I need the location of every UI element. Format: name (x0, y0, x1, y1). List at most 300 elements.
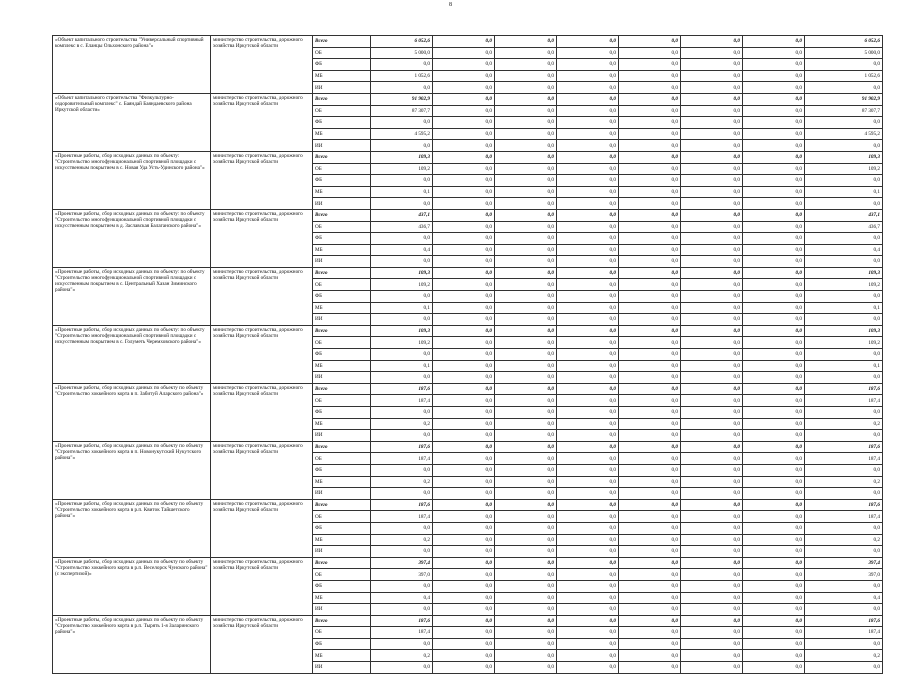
total-amount-cell: 0,0 (805, 349, 883, 361)
executor-cell: министерство строительства, дорожного хозяйства Иркутской области (211, 209, 313, 267)
amount-cell: 0,0 (433, 372, 495, 384)
amount-cell: 0,0 (495, 291, 557, 303)
amount-cell: 0,0 (619, 105, 681, 117)
amount-cell: 0,0 (557, 592, 619, 604)
total-amount-cell: 0,0 (805, 430, 883, 442)
amount-cell: 0,0 (619, 233, 681, 245)
amount-cell: 0,0 (743, 418, 805, 430)
total-amount-cell: 0,0 (805, 256, 883, 268)
amount-cell: 0,0 (743, 198, 805, 210)
funding-source-cell: Всего (313, 557, 371, 569)
total-amount-cell: 0,4 (805, 592, 883, 604)
funding-source-cell: МБ (313, 244, 371, 256)
amount-cell: 0,0 (495, 314, 557, 326)
total-amount-cell: 0,0 (805, 522, 883, 534)
amount-cell: 0,0 (743, 592, 805, 604)
funding-source-cell: МБ (313, 418, 371, 430)
amount-cell: 0,0 (495, 59, 557, 71)
amount-cell: 0,0 (681, 302, 743, 314)
amount-cell: 0,0 (371, 522, 433, 534)
funding-source-cell: Всего (313, 209, 371, 221)
amount-cell: 0,0 (681, 175, 743, 187)
amount-cell: 0,0 (557, 383, 619, 395)
amount-cell: 0,0 (433, 151, 495, 163)
funding-source-cell: ОБ (313, 163, 371, 175)
amount-cell: 0,0 (495, 36, 557, 48)
total-amount-cell: 0,0 (805, 59, 883, 71)
amount-cell: 0,0 (433, 453, 495, 465)
amount-cell: 0,0 (681, 499, 743, 511)
amount-cell: 0,0 (433, 360, 495, 372)
amount-cell: 0,0 (743, 372, 805, 384)
funding-source-cell: ФБ (313, 233, 371, 245)
amount-cell: 0,0 (495, 233, 557, 245)
funding-source-cell: Всего (313, 151, 371, 163)
amount-cell: 0,0 (681, 279, 743, 291)
amount-cell: 0,4 (371, 592, 433, 604)
amount-cell: 0,0 (557, 198, 619, 210)
amount-cell: 0,0 (619, 128, 681, 140)
funding-source-cell: ОБ (313, 105, 371, 117)
amount-cell: 0,0 (557, 47, 619, 59)
amount-cell: 0,0 (557, 499, 619, 511)
total-amount-cell: 187,4 (805, 627, 883, 639)
amount-cell: 0,0 (433, 627, 495, 639)
amount-cell: 0,0 (743, 140, 805, 152)
amount-cell: 0,0 (371, 175, 433, 187)
amount-cell: 0,0 (743, 314, 805, 326)
amount-cell: 109,2 (371, 163, 433, 175)
object-name-cell: «Проектные работы, сбор исходных данных по объекту по объекту "Строительство хоккейного корта в р.п. Тырять 1-я Заларинского района"» (53, 615, 211, 673)
amount-cell: 0,0 (743, 244, 805, 256)
amount-cell: 0,0 (619, 580, 681, 592)
amount-cell: 0,0 (743, 59, 805, 71)
amount-cell: 0,0 (433, 325, 495, 337)
total-amount-cell: 109,3 (805, 267, 883, 279)
amount-cell: 0,0 (743, 349, 805, 361)
amount-cell: 0,0 (433, 488, 495, 500)
total-amount-cell: 0,0 (805, 117, 883, 129)
table-row (53, 93, 883, 105)
amount-cell: 0,0 (743, 522, 805, 534)
amount-cell: 0,0 (681, 383, 743, 395)
amount-cell: 0,0 (619, 441, 681, 453)
amount-cell: 0,0 (557, 546, 619, 558)
amount-cell: 0,0 (371, 488, 433, 500)
amount-cell: 0,0 (557, 279, 619, 291)
amount-cell: 0,0 (557, 36, 619, 48)
amount-cell: 0,0 (495, 627, 557, 639)
object-name-cell: «Проектные работы, сбор исходных данных по объекту по объекту "Строительство хоккейного корта в р.п. Квиток Тайшетского района"» (53, 499, 211, 557)
amount-cell: 0,0 (619, 511, 681, 523)
executor-cell: министерство строительства, дорожного хозяйства Иркутской области (211, 441, 313, 499)
amount-cell: 0,0 (495, 580, 557, 592)
amount-cell: 0,0 (495, 244, 557, 256)
amount-cell: 0,0 (433, 441, 495, 453)
amount-cell: 0,0 (619, 372, 681, 384)
amount-cell: 0,0 (619, 117, 681, 129)
total-amount-cell: 0,0 (805, 140, 883, 152)
amount-cell: 0,0 (495, 302, 557, 314)
funding-source-cell: Всего (313, 36, 371, 48)
amount-cell: 0,0 (743, 615, 805, 627)
amount-cell: 0,0 (557, 325, 619, 337)
total-amount-cell: 0,2 (805, 418, 883, 430)
total-amount-cell: 1 052,6 (805, 70, 883, 82)
total-amount-cell: 187,6 (805, 383, 883, 395)
executor-cell: министерство строительства, дорожного хозяйства Иркутской области (211, 615, 313, 673)
amount-cell: 0,0 (557, 557, 619, 569)
total-amount-cell: 91 902,9 (805, 93, 883, 105)
total-amount-cell: 0,0 (805, 604, 883, 616)
amount-cell: 0,0 (743, 430, 805, 442)
amount-cell: 0,0 (557, 82, 619, 94)
funding-source-cell: Всего (313, 325, 371, 337)
amount-cell: 0,0 (557, 70, 619, 82)
amount-cell: 0,0 (557, 59, 619, 71)
funding-source-cell: МБ (313, 534, 371, 546)
amount-cell: 0,0 (681, 372, 743, 384)
amount-cell: 0,0 (495, 441, 557, 453)
amount-cell: 0,0 (743, 488, 805, 500)
total-amount-cell: 109,3 (805, 325, 883, 337)
amount-cell: 0,2 (371, 476, 433, 488)
amount-cell: 0,4 (371, 244, 433, 256)
amount-cell: 0,0 (743, 291, 805, 303)
funding-source-cell: ИИ (313, 546, 371, 558)
amount-cell: 0,0 (433, 418, 495, 430)
table-row (53, 325, 883, 337)
amount-cell: 0,0 (681, 662, 743, 674)
amount-cell: 0,0 (557, 464, 619, 476)
amount-cell: 0,0 (681, 557, 743, 569)
amount-cell: 0,0 (557, 233, 619, 245)
amount-cell: 0,0 (557, 534, 619, 546)
total-amount-cell: 0,0 (805, 175, 883, 187)
amount-cell: 0,0 (495, 151, 557, 163)
funding-source-cell: МБ (313, 650, 371, 662)
amount-cell: 0,0 (619, 499, 681, 511)
object-name-cell: «Проектные работы, сбор исходных данных по объекту: "Строительство многофункциональной спортивной площадки с искусственным покрытием в с. Новая Уда Усть-Удинского района"» (53, 151, 211, 209)
amount-cell: 0,0 (495, 615, 557, 627)
amount-cell: 0,0 (433, 337, 495, 349)
amount-cell: 0,0 (681, 105, 743, 117)
amount-cell: 0,0 (743, 233, 805, 245)
amount-cell: 0,0 (433, 70, 495, 82)
amount-cell: 0,0 (557, 291, 619, 303)
amount-cell: 0,0 (433, 186, 495, 198)
amount-cell: 0,0 (743, 325, 805, 337)
amount-cell: 0,0 (619, 546, 681, 558)
amount-cell: 187,6 (371, 499, 433, 511)
funding-source-cell: ОБ (313, 279, 371, 291)
table-row (53, 36, 883, 48)
total-amount-cell: 187,4 (805, 453, 883, 465)
amount-cell: 0,0 (557, 337, 619, 349)
amount-cell: 0,0 (743, 186, 805, 198)
amount-cell: 436,7 (371, 221, 433, 233)
amount-cell: 0,0 (433, 105, 495, 117)
amount-cell: 0,0 (619, 569, 681, 581)
amount-cell: 0,0 (743, 117, 805, 129)
funding-source-cell: ИИ (313, 372, 371, 384)
amount-cell: 0,0 (433, 221, 495, 233)
amount-cell: 0,2 (371, 650, 433, 662)
amount-cell: 0,0 (433, 395, 495, 407)
amount-cell: 0,0 (619, 221, 681, 233)
amount-cell: 0,0 (557, 256, 619, 268)
total-amount-cell: 0,1 (805, 186, 883, 198)
amount-cell: 0,0 (371, 580, 433, 592)
amount-cell: 0,0 (619, 650, 681, 662)
amount-cell: 0,0 (743, 650, 805, 662)
funding-source-cell: МБ (313, 592, 371, 604)
amount-cell: 0,0 (371, 314, 433, 326)
amount-cell: 0,0 (619, 395, 681, 407)
funding-source-cell: ОБ (313, 395, 371, 407)
amount-cell: 0,0 (681, 163, 743, 175)
total-amount-cell: 0,0 (805, 464, 883, 476)
total-amount-cell: 0,0 (805, 407, 883, 419)
funding-source-cell: Всего (313, 441, 371, 453)
total-amount-cell: 187,4 (805, 395, 883, 407)
amount-cell: 0,0 (743, 580, 805, 592)
amount-cell: 0,0 (433, 569, 495, 581)
amount-cell: 0,1 (371, 186, 433, 198)
amount-cell: 0,0 (495, 569, 557, 581)
amount-cell: 0,0 (495, 638, 557, 650)
amount-cell: 0,0 (495, 349, 557, 361)
total-amount-cell: 109,2 (805, 279, 883, 291)
amount-cell: 0,0 (371, 59, 433, 71)
total-amount-cell: 0,0 (805, 580, 883, 592)
amount-cell: 0,0 (495, 511, 557, 523)
funding-source-cell: МБ (313, 302, 371, 314)
amount-cell: 4 595,2 (371, 128, 433, 140)
amount-cell: 0,0 (433, 256, 495, 268)
total-amount-cell: 0,4 (805, 244, 883, 256)
amount-cell: 0,0 (495, 546, 557, 558)
amount-cell: 0,0 (681, 592, 743, 604)
total-amount-cell: 0,0 (805, 638, 883, 650)
object-name-cell: «Проектные работы, сбор исходных данных по объекту по объекту "Строительство хоккейного корта в п. Забитуй Аларского района"» (53, 383, 211, 441)
amount-cell: 0,0 (619, 82, 681, 94)
amount-cell: 0,0 (619, 534, 681, 546)
amount-cell: 0,1 (371, 302, 433, 314)
amount-cell: 0,0 (557, 418, 619, 430)
amount-cell: 0,0 (619, 186, 681, 198)
object-name-cell: «Проектные работы, сбор исходных данных по объекту: по объекту "Строительство многофункциональной спортивной площадки с искусственным покрытием в с. Голуметь Черемховского района"» (53, 325, 211, 383)
table-row (53, 267, 883, 279)
amount-cell: 0,0 (743, 221, 805, 233)
amount-cell: 0,0 (681, 59, 743, 71)
amount-cell: 0,0 (743, 476, 805, 488)
funding-source-cell: ИИ (313, 488, 371, 500)
amount-cell: 0,0 (681, 70, 743, 82)
amount-cell: 0,0 (681, 221, 743, 233)
amount-cell: 0,0 (557, 186, 619, 198)
amount-cell: 0,0 (743, 395, 805, 407)
amount-cell: 0,0 (619, 430, 681, 442)
funding-source-cell: ОБ (313, 569, 371, 581)
amount-cell: 0,0 (557, 430, 619, 442)
funding-source-cell: ОБ (313, 627, 371, 639)
amount-cell: 0,0 (495, 128, 557, 140)
funding-source-cell: ОБ (313, 453, 371, 465)
amount-cell: 0,0 (743, 163, 805, 175)
amount-cell: 0,0 (681, 233, 743, 245)
amount-cell: 0,0 (495, 534, 557, 546)
total-amount-cell: 5 000,0 (805, 47, 883, 59)
amount-cell: 0,0 (557, 128, 619, 140)
amount-cell: 0,0 (557, 93, 619, 105)
amount-cell: 0,0 (433, 349, 495, 361)
amount-cell: 0,0 (619, 453, 681, 465)
amount-cell: 0,0 (681, 488, 743, 500)
object-name-cell: «Проектные работы, сбор исходных данных по объекту по объекту "Строительство хоккейного корта в п. Новонукутский Нукутского района"» (53, 441, 211, 499)
total-amount-cell: 109,2 (805, 337, 883, 349)
amount-cell: 0,0 (495, 117, 557, 129)
amount-cell: 0,0 (557, 209, 619, 221)
total-amount-cell: 437,1 (805, 209, 883, 221)
amount-cell: 0,0 (619, 418, 681, 430)
amount-cell: 0,0 (619, 140, 681, 152)
amount-cell: 0,0 (495, 163, 557, 175)
amount-cell: 0,0 (433, 59, 495, 71)
amount-cell: 0,0 (743, 267, 805, 279)
funding-source-cell: ФБ (313, 580, 371, 592)
amount-cell: 0,0 (557, 604, 619, 616)
funding-source-cell: ФБ (313, 638, 371, 650)
table-row (53, 151, 883, 163)
amount-cell: 0,0 (681, 407, 743, 419)
amount-cell: 0,0 (619, 522, 681, 534)
amount-cell: 0,0 (495, 360, 557, 372)
table-row (53, 615, 883, 627)
amount-cell: 0,0 (433, 198, 495, 210)
amount-cell: 0,0 (619, 198, 681, 210)
total-amount-cell: 4 595,2 (805, 128, 883, 140)
total-amount-cell: 397,0 (805, 569, 883, 581)
amount-cell: 0,0 (557, 117, 619, 129)
amount-cell: 0,0 (371, 117, 433, 129)
amount-cell: 0,0 (619, 337, 681, 349)
amount-cell: 0,0 (681, 93, 743, 105)
amount-cell: 0,0 (371, 662, 433, 674)
amount-cell: 0,0 (557, 453, 619, 465)
amount-cell: 0,0 (371, 638, 433, 650)
executor-cell: министерство строительства, дорожного хозяйства Иркутской области (211, 36, 313, 94)
amount-cell: 0,0 (433, 522, 495, 534)
amount-cell: 0,0 (433, 662, 495, 674)
executor-cell: министерство строительства, дорожного хозяйства Иркутской области (211, 557, 313, 615)
funding-source-cell: ИИ (313, 140, 371, 152)
amount-cell: 0,0 (433, 82, 495, 94)
amount-cell: 0,0 (433, 175, 495, 187)
amount-cell: 0,0 (681, 325, 743, 337)
amount-cell: 0,2 (371, 418, 433, 430)
amount-cell: 0,0 (557, 476, 619, 488)
amount-cell: 0,0 (743, 464, 805, 476)
amount-cell: 0,0 (433, 302, 495, 314)
amount-cell: 0,0 (681, 128, 743, 140)
amount-cell: 0,0 (433, 279, 495, 291)
amount-cell: 437,1 (371, 209, 433, 221)
amount-cell: 0,0 (681, 36, 743, 48)
amount-cell: 0,0 (619, 360, 681, 372)
amount-cell: 0,0 (619, 291, 681, 303)
amount-cell: 187,6 (371, 441, 433, 453)
amount-cell: 0,0 (619, 627, 681, 639)
amount-cell: 0,0 (681, 47, 743, 59)
amount-cell: 0,0 (495, 453, 557, 465)
amount-cell: 0,0 (495, 372, 557, 384)
amount-cell: 0,0 (495, 476, 557, 488)
amount-cell: 0,0 (681, 522, 743, 534)
amount-cell: 0,0 (433, 233, 495, 245)
amount-cell: 0,0 (743, 638, 805, 650)
executor-cell: министерство строительства, дорожного хозяйства Иркутской области (211, 93, 313, 151)
total-amount-cell: 0,0 (805, 488, 883, 500)
amount-cell: 0,0 (433, 430, 495, 442)
amount-cell: 0,0 (743, 534, 805, 546)
amount-cell: 0,0 (681, 546, 743, 558)
amount-cell: 0,0 (433, 604, 495, 616)
amount-cell: 0,0 (681, 267, 743, 279)
amount-cell: 0,0 (557, 151, 619, 163)
amount-cell: 0,0 (681, 337, 743, 349)
amount-cell: 0,0 (619, 59, 681, 71)
amount-cell: 0,0 (743, 383, 805, 395)
amount-cell: 0,0 (743, 557, 805, 569)
amount-cell: 0,0 (433, 592, 495, 604)
amount-cell: 0,0 (619, 70, 681, 82)
amount-cell: 0,0 (557, 407, 619, 419)
executor-cell: министерство строительства, дорожного хозяйства Иркутской области (211, 499, 313, 557)
amount-cell: 0,0 (557, 441, 619, 453)
amount-cell: 0,0 (371, 464, 433, 476)
amount-cell: 0,0 (681, 511, 743, 523)
total-amount-cell: 0,2 (805, 476, 883, 488)
amount-cell: 0,0 (681, 430, 743, 442)
amount-cell: 0,0 (681, 314, 743, 326)
amount-cell: 0,0 (557, 638, 619, 650)
funding-source-cell: МБ (313, 476, 371, 488)
amount-cell: 0,0 (557, 511, 619, 523)
amount-cell: 109,3 (371, 151, 433, 163)
amount-cell: 0,0 (433, 546, 495, 558)
total-amount-cell: 0,0 (805, 198, 883, 210)
object-name-cell: «Объект капитального строительства "Физкультурно-оздоровительный комплекс" с. Баяндай Баяндаевского района Иркутской области» (53, 93, 211, 151)
amount-cell: 0,0 (743, 36, 805, 48)
table-row (53, 557, 883, 569)
total-amount-cell: 0,0 (805, 662, 883, 674)
total-amount-cell: 0,0 (805, 372, 883, 384)
amount-cell: 0,0 (371, 407, 433, 419)
funding-source-cell: Всего (313, 615, 371, 627)
amount-cell: 0,0 (495, 383, 557, 395)
total-amount-cell: 87 307,7 (805, 105, 883, 117)
table-body (53, 36, 883, 674)
executor-cell: министерство строительства, дорожного хозяйства Иркутской области (211, 383, 313, 441)
amount-cell: 0,0 (495, 488, 557, 500)
funding-source-cell: ОБ (313, 221, 371, 233)
funding-table (52, 35, 883, 674)
amount-cell: 0,0 (619, 302, 681, 314)
amount-cell: 0,0 (433, 407, 495, 419)
amount-cell: 0,0 (495, 604, 557, 616)
object-name-cell: «Объект капитального строительства "Универсальный спортивный комплекс в с. Еланцы Ольхонского района"» (53, 36, 211, 94)
